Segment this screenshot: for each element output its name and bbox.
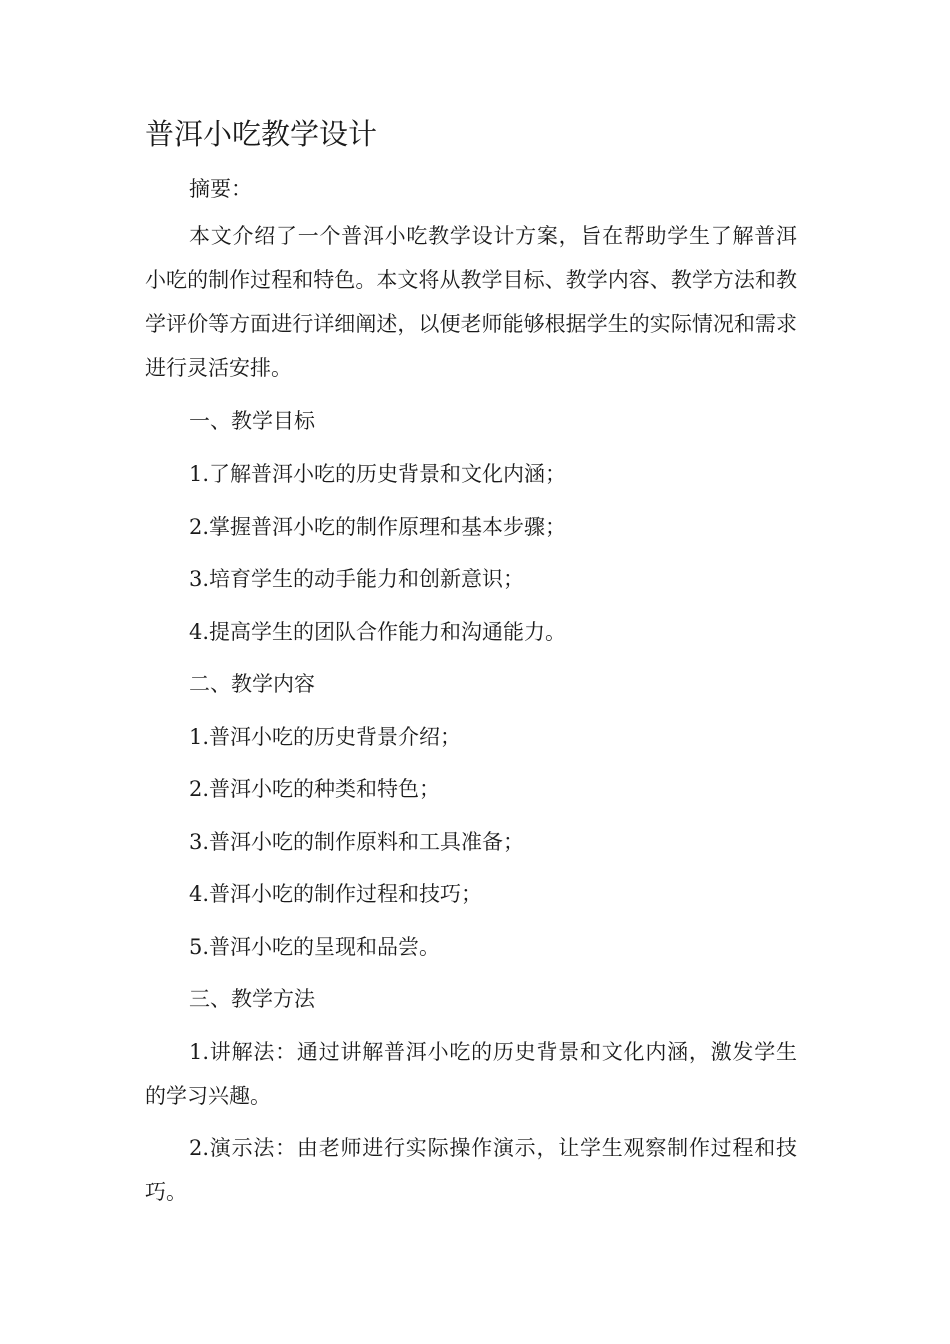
- list-item: 1.了解普洱小吃的历史背景和文化内涵；: [189, 462, 567, 486]
- list-item: 3.普洱小吃的制作原料和工具准备；: [189, 830, 525, 854]
- abstract-paragraph: 本文介绍了一个普洱小吃教学设计方案，旨在帮助学生了解普洱小吃的制作过程和特色。本文将从教学目标、教学内容、教学方法和教学评价等方面进行详细阐述，以便老师能够根据学生的实际情况和需求进行灵活安排。: [145, 224, 797, 380]
- list-item: 1.普洱小吃的历史背景介绍；: [189, 725, 462, 749]
- abstract-label: 摘要：: [189, 177, 252, 201]
- list-item: 5.普洱小吃的呈现和品尝。: [189, 935, 441, 959]
- method-paragraph: 1.讲解法：通过讲解普洱小吃的历史背景和文化内涵，激发学生的学习兴趣。: [145, 1040, 797, 1108]
- list-item: 2.掌握普洱小吃的制作原理和基本步骤；: [189, 515, 567, 539]
- list-item: 4.提高学生的团队合作能力和沟通能力。: [189, 620, 567, 644]
- list-item: 4.普洱小吃的制作过程和技巧；: [189, 882, 483, 906]
- method-paragraph: 2.演示法：由老师进行实际操作演示，让学生观察制作过程和技巧。: [145, 1136, 797, 1204]
- section-heading-objectives: 一、教学目标: [189, 409, 315, 433]
- section-heading-content: 二、教学内容: [189, 672, 315, 696]
- document-title: 普洱小吃教学设计: [145, 117, 378, 151]
- section-heading-methods: 三、教学方法: [189, 987, 315, 1011]
- list-item: 3.培育学生的动手能力和创新意识；: [189, 567, 525, 591]
- list-item: 2.普洱小吃的种类和特色；: [189, 777, 441, 801]
